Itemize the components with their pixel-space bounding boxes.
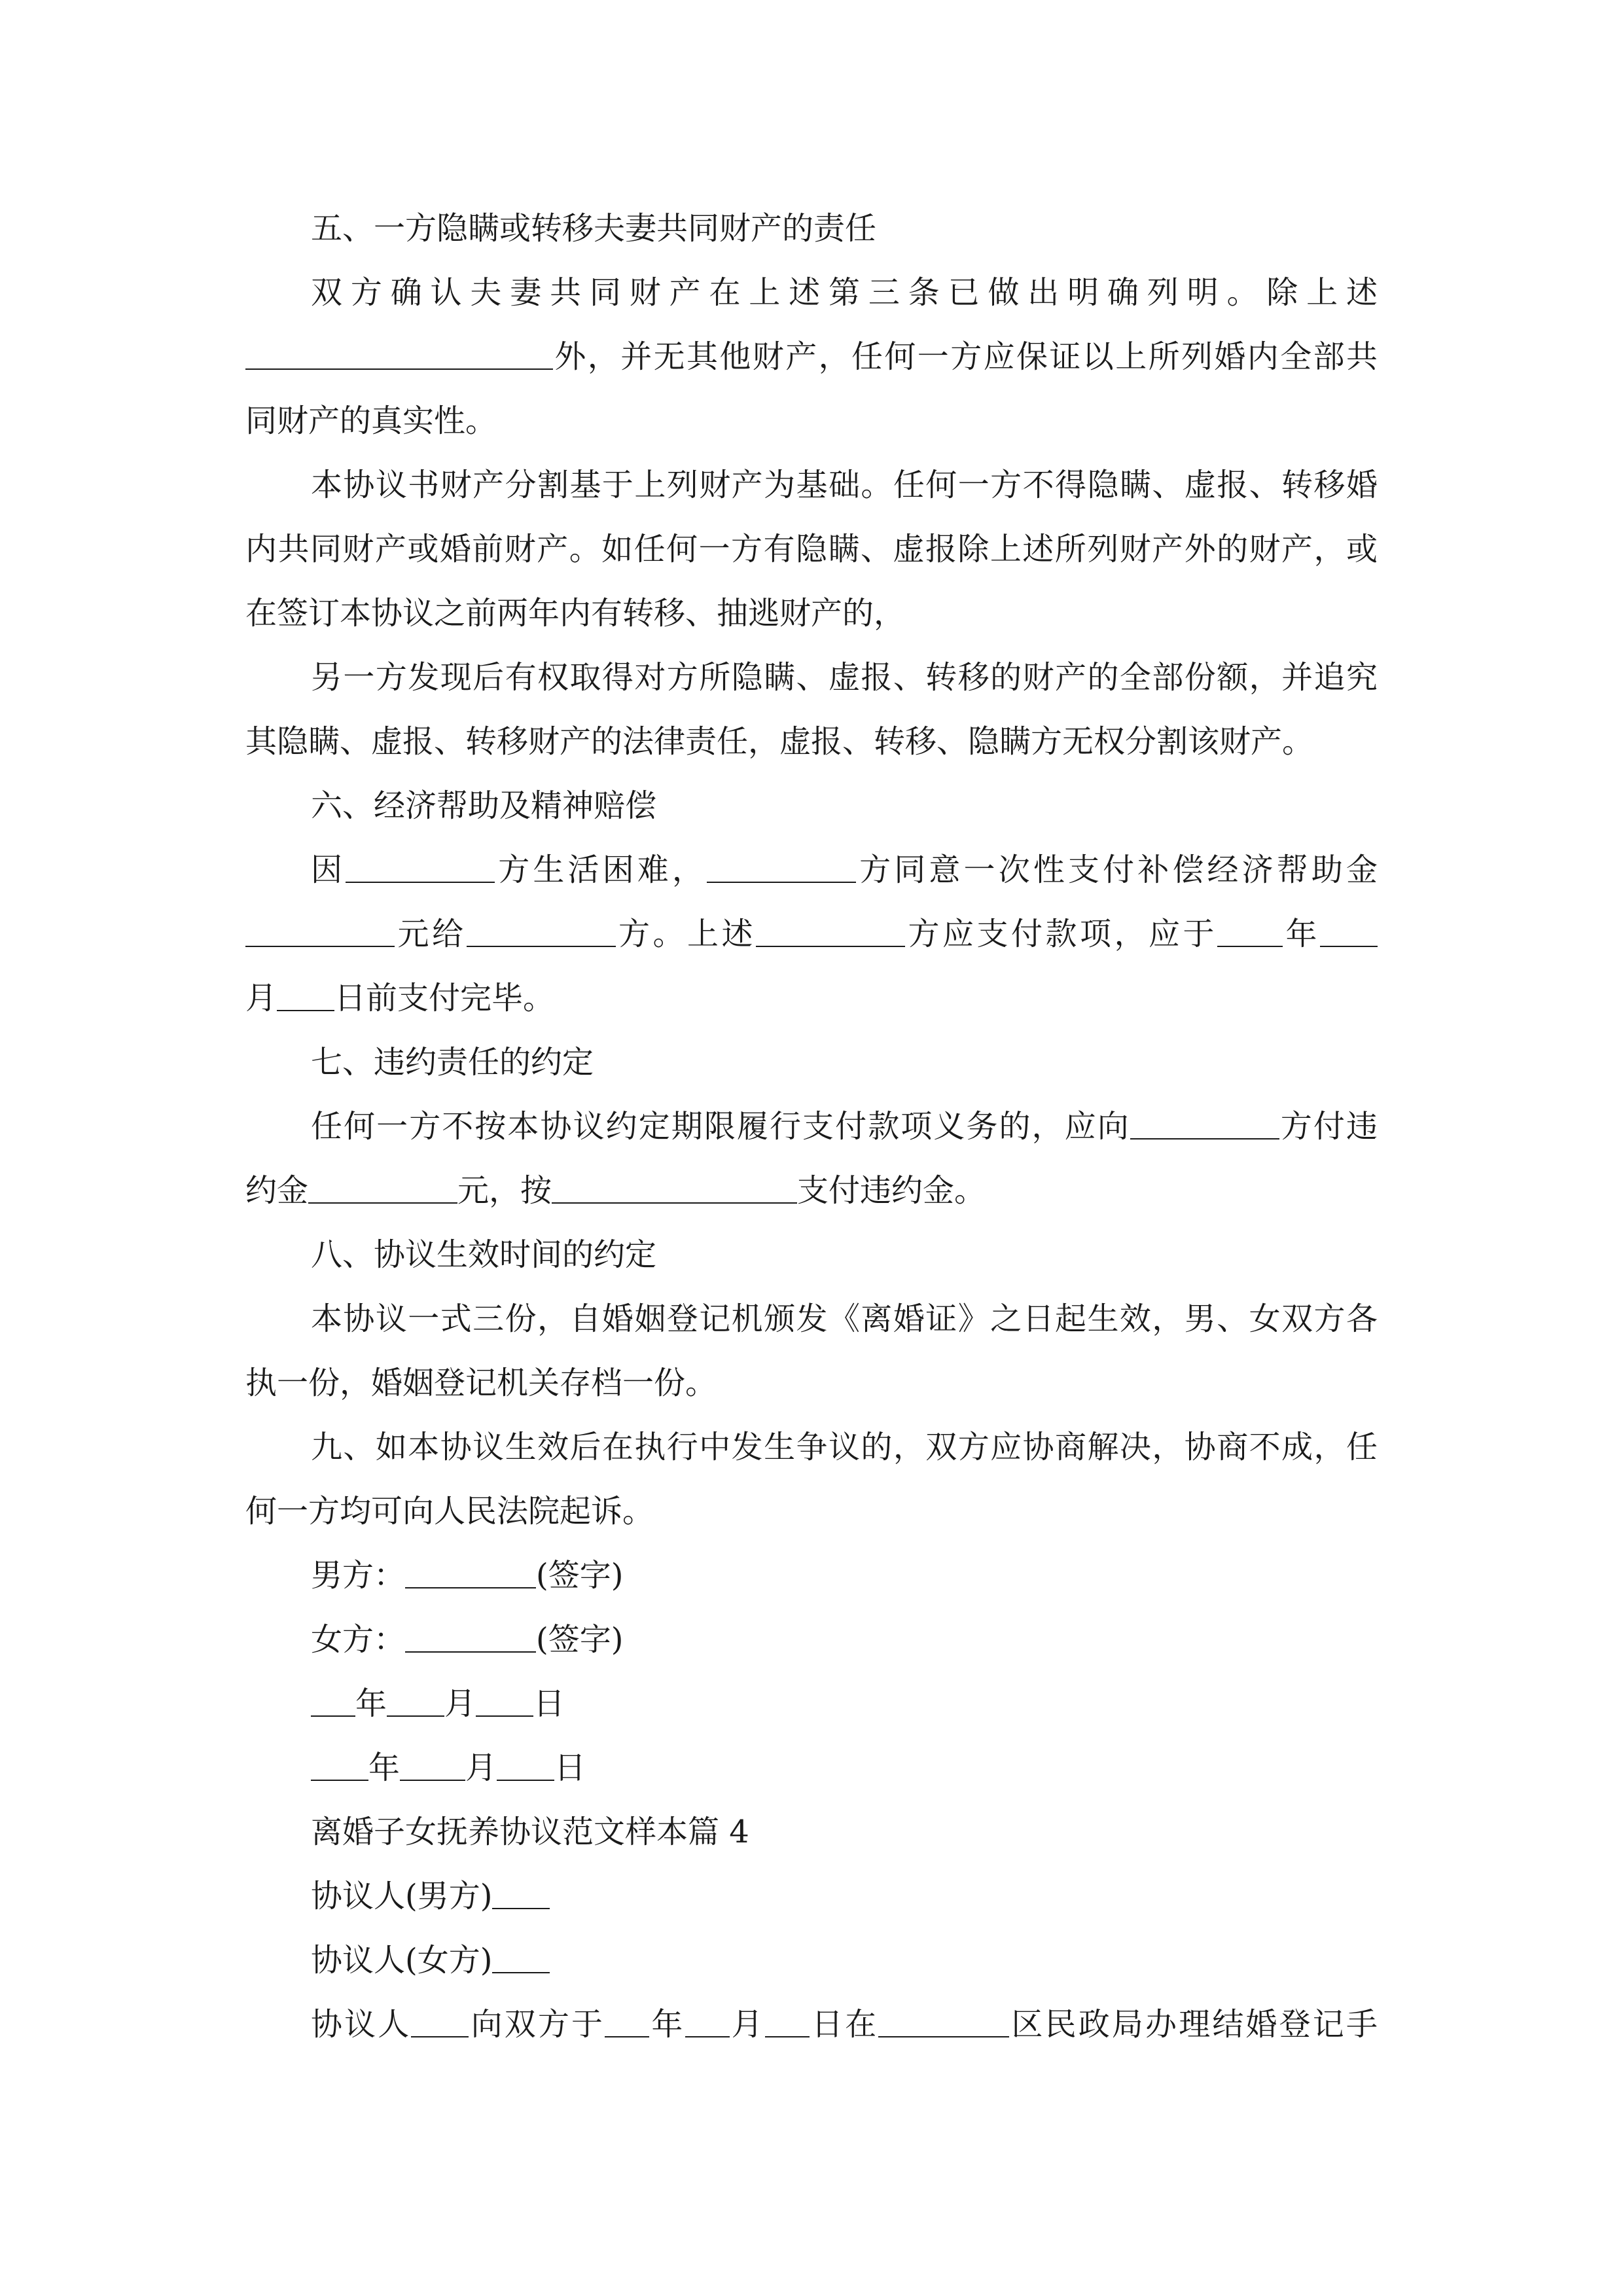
fill-blank [411,2005,469,2037]
section-5-paragraph-2-line-1: 本协议书财产分割基于上列财产为基础。任何一方不得隐瞒、虚报、转移婚 [311,467,1378,503]
section-6-heading: 六、经济帮助及精神赔偿 [311,787,657,824]
date-line-2: 年 月 日 [245,1736,1378,1800]
section-5-paragraph-2-line-3: 在签订本协议之前两年内有转移、抽逃财产的， [245,595,906,632]
party-male-line: 协议人(男方) [245,1864,1378,1928]
fill-blank [245,914,395,947]
signature-blank [405,1556,536,1588]
fill-blank [756,914,905,947]
fill-blank [707,850,856,883]
registration-line: 协议人 向双方于 年 月 日在 区民政局办理结婚登记手 [311,2006,1378,2043]
section-5-paragraph-3-line-1: 另一方发现后有权取得对方所隐瞒、虚报、转移的财产的全部份额，并追究 [311,659,1378,696]
section-7-heading: 七、违约责任的约定 [311,1044,594,1081]
section-5-paragraph-1-line-3: 同财产的真实性。 [245,403,497,439]
date-blank [400,1748,465,1781]
next-document-title: 离婚子女抚养协议范文样本篇 4 [311,1814,749,1850]
section-5-paragraph-2-line-2: 内共同财产或婚前财产。如任何一方有隐瞒、虚报除上述所列财产外的财产，或 [245,531,1378,567]
section-6-line-2: 元给 方。上述 方应支付款项，应于 年 [245,902,1378,966]
fill-blank [492,1941,550,1973]
fill-blank [1130,1107,1279,1139]
fill-blank [1217,914,1283,947]
signature-blank [405,1620,536,1653]
fill-blank [245,337,553,370]
date-blank [497,1748,554,1781]
fill-blank [605,2005,649,2037]
section-6-line-1: 因 方生活困难， 方同意一次性支付补偿经济帮助金 [311,852,1378,888]
date-blank [311,1684,355,1717]
fill-blank [346,850,495,883]
fill-blank [1320,914,1378,947]
section-5-paragraph-1-line-2: 外，并无其他财产，任何一方应保证以上所列婚内全部共 [245,325,1378,389]
section-8-line-2: 执一份，婚姻登记机关存档一份。 [245,1365,717,1401]
party-female-line: 协议人(女方) [245,1928,1378,1992]
fill-blank [308,1171,457,1204]
fill-blank [467,914,616,947]
section-7-line-2: 约金 元，按 支付违约金。 [245,1172,986,1209]
fill-blank [685,2005,730,2037]
section-5-paragraph-3-line-2: 其隐瞒、虚报、转移财产的法律责任，虚报、转移、隐瞒方无权分割该财产。 [245,723,1314,760]
fill-blank [765,2005,810,2037]
date-line-1: 年 月 日 [245,1672,1378,1736]
section-9-line-2: 何一方均可向人民法院起诉。 [245,1493,654,1530]
date-blank [387,1684,444,1717]
date-blank [476,1684,533,1717]
fill-blank [878,2005,1009,2037]
fill-blank [277,978,334,1011]
fill-blank [552,1171,797,1204]
male-signature-line: 男方： (签字) [311,1557,624,1594]
section-6-line-3: 月 日前支付完毕。 [245,980,555,1016]
section-5-heading: 五、一方隐瞒或转移夫妻共同财产的责任 [311,210,877,247]
female-signature-line: 女方： (签字) [311,1621,624,1658]
section-8-line-1: 本协议一式三份，自婚姻登记机颁发《离婚证》之日起生效，男、女双方各 [311,1300,1378,1337]
document-body [245,196,1378,2056]
section-9-line-1: 九、如本协议生效后在执行中发生争议的，双方应协商解决，协商不成，任 [311,1429,1378,1465]
section-7-line-1: 任何一方不按本协议约定期限履行支付款项义务的，应向 方付违 [311,1108,1378,1145]
date-blank [311,1748,368,1781]
fill-blank [492,1876,550,1909]
section-5-paragraph-1-line-1: 双方确认夫妻共同财产在上述第三条已做出明确列明。除上述 [311,274,1378,311]
section-8-heading: 八、协议生效时间的约定 [311,1236,657,1273]
